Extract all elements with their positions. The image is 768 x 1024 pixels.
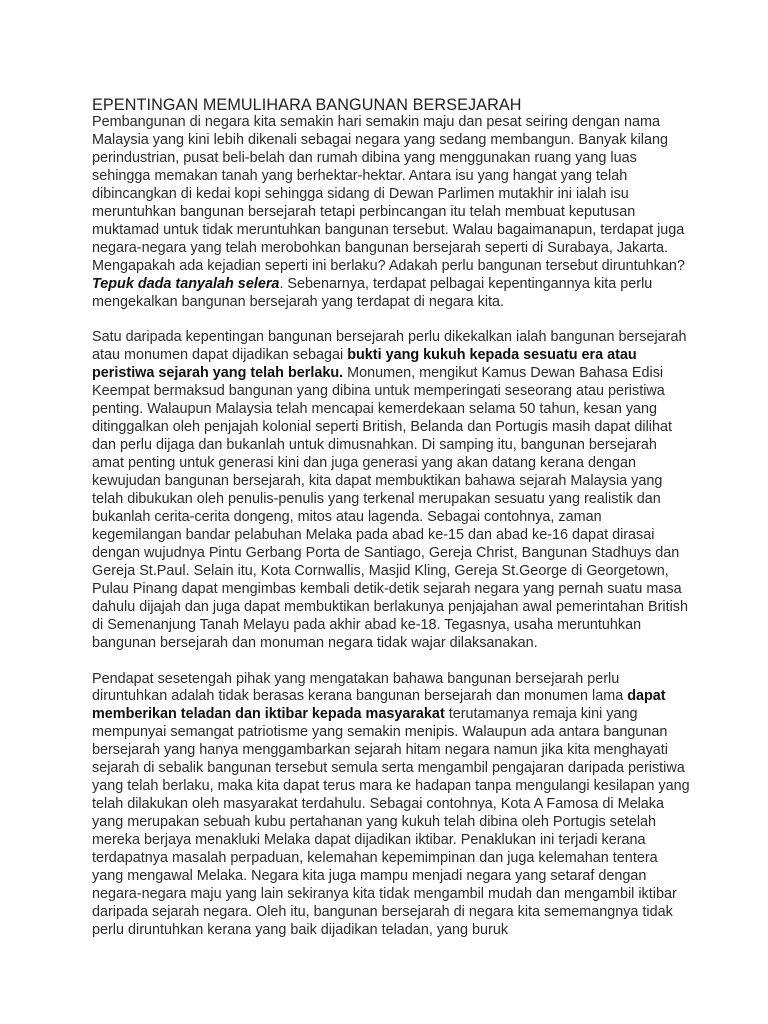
paragraph-3 [92,671,692,940]
paragraph-2 [92,329,692,652]
document-title: EPENTINGAN MEMULIHARA BANGUNAN BERSEJARAH [92,96,522,114]
paragraph-3-text-c: terutamanya remaja kini yang mempunyai semangat patriotisme yang semakin menipis. Walaupun ada antara bangunan bersejarah yang hanya menggambarkan sejarah hitam negara namun jika kita menghayati sejarah di sebalik bangunan tersebut semula serta mengambil pengajaran daripada peristiwa yang telah berlaku, maka kita dapat terus mara ke hadapan tanpa mengulangi kesilapan yang telah dilakukan oleh masyarakat terdahulu. Sebagai contohnya, Kota A Famosa di Melaka yang merupakan sebuah kubu pertahanan yang kukuh telah dibina oleh Portugis setelah mereka berjaya menakluki Melaka dapat dijadikan iktibar. Penaklukan ini terjadi kerana terdapatnya masalah perpaduan, kelemahan kepemimpinan dan juga kelemahan tentera yang mengawal Melaka. Negara kita juga mampu menjadi negara yang setaraf dengan negara-negara maju yang lain sekiranya kita tidak mengambil mudah dan mengambil iktibar daripada sejarah negara. Oleh itu, bangunan bersejarah di negara kita sememangnya tidak perlu diruntuhkan kerana yang baik dijadikan teladan, yang buruk [92,706,690,938]
document-body [92,96,692,958]
paragraph-1 [92,114,692,311]
paragraph-3-text-a: Pendapat sesetengah pihak yang mengatakan bahawa bangunan bersejarah perlu diruntuhkan adalah tidak berasas kerana bangunan bersejarah dan monumen lama [92,670,628,705]
paragraph-2-emphasis: bukti yang kukuh kepada sesuatu era atau peristiwa sejarah yang telah berlaku. [92,347,637,382]
paragraph-1-text-a: Pembangunan di negara kita semakin hari semakin maju dan pesat seiring dengan nama Malaysia yang kini lebih dikenali sebagai negara yang sedang membangun. Banyak kilang perindustrian, pusat beli-belah dan rumah dibina yang menggunakan ruang yang luas sehingga memakan tanah yang berhektar-hektar. Antara isu yang hangat yang telah dibincangkan di kedai kopi sehingga sidang di Dewan Parlimen mutakhir ini ialah isu meruntuhkan bangunan bersejarah tetapi perbincangan itu telah membuat keputusan muktamad untuk tidak meruntuhkan bangunan tersebut. Walau bagaimanapun, terdapat juga negara-negara yang telah merobohkan bangunan bersejarah seperti di Surabaya, Jakarta. Mengapakah ada kejadian seperti ini berlaku? Adakah perlu bangunan tersebut diruntuhkan? [92,114,685,274]
paragraph-1-text-c: . Sebenarnya, terdapat pelbagai kepentingannya kita perlu mengekalkan bangunan bersejarah yang terdapat di negara kita. [92,275,653,310]
paragraph-3-emphasis: dapat memberikan teladan dan iktibar kepada masyarakat [92,688,666,723]
paragraph-1-emphasis: Tepuk dada tanyalah selera [92,275,280,292]
paragraph-2-text-c: Monumen, mengikut Kamus Dewan Bahasa Edisi Keempat bermaksud bangunan yang dibina untuk memperingati seseorang atau peristiwa penting. Walaupun Malaysia telah mencapai kemerdekaan selama 50 tahun, kesan yang ditinggalkan oleh penjajah kolonial seperti British, Belanda dan Portugis masih dapat dilihat dan perlu dijaga dan bukanlah untuk dimusnahkan. Di samping itu, bangunan bersejarah amat penting untuk generasi kini dan juga generasi yang akan datang kerana dengan kewujudan bangunan bersejarah, kita dapat membuktikan bahawa sejarah Malaysia yang telah dibukukan oleh penulis-penulis yang terkenal merupakan sesuatu yang realistik dan bukanlah cerita-cerita dongeng, mitos atau lagenda. Sebagai contohnya, zaman kegemilangan bandar pelabuhan Melaka pada abad ke-15 dan abad ke-16 dapat dirasai dengan wujudnya Pintu Gerbang Porta de Santiago, Gereja Christ, Bangunan Stadhuys dan Gereja St.Paul. Selain itu, Kota Cornwallis, Masjid Kling, Gereja St.George di Georgetown, Pulau Pinang dapat mengimbas kembali detik-detik sejarah negara yang pernah suatu masa dahulu dijajah dan juga dapat membuktikan berlakunya penjajahan awal pemerintahan British di Semenanjung Tanah Melayu pada akhir abad ke-18. Tegasnya, usaha meruntuhkan bangunan bersejarah dan monuman negara tidak wajar dilaksanakan. [92,365,689,651]
paragraph-2-text-a: Satu daripada kepentingan bangunan bersejarah perlu dikekalkan ialah bangunan bersejarah atau monumen dapat dijadikan sebagai [92,329,687,364]
